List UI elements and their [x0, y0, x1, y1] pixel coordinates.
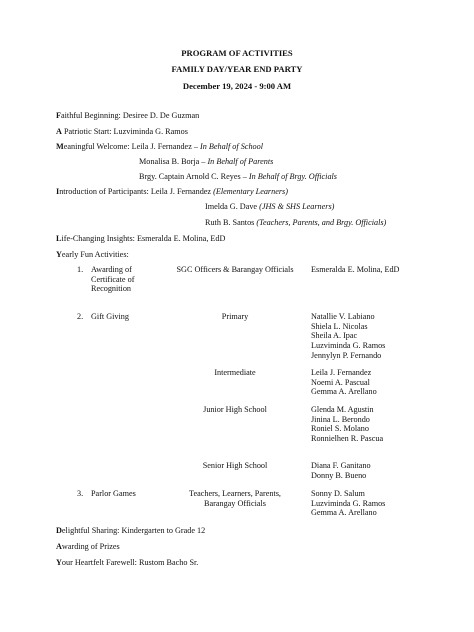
activity-3-group-line: Barangay Officials [204, 498, 266, 508]
activity-1-person: Esmeralda E. Molina, EdD [311, 265, 400, 274]
person-name: Donny B. Bueno [311, 470, 367, 480]
introduction-role-jhs: (JHS & SHS Learners) [259, 202, 335, 211]
activity-3-number: 3. [77, 489, 84, 498]
introduction-line-3 [205, 218, 386, 228]
introduction-role-elementary: (Elementary Learners) [213, 187, 288, 196]
activity-3-group-line: Teachers, Learners, Parents, [189, 489, 281, 498]
introduction-text: ntroduction of Participants: Leila J. Fernandez [59, 187, 214, 196]
patriotic-initial: A [56, 127, 62, 136]
activity-3-name: Parlor Games [91, 489, 136, 498]
event-date: December 19, 2024 - 9:00 AM [182, 81, 292, 91]
person-name: Glenda M. Agustin [311, 405, 374, 414]
delightful-sharing-line [56, 526, 205, 536]
welcome-line-2 [139, 157, 273, 167]
activity-1-name-line: Awarding of [91, 265, 132, 274]
person-name: Gemma A. Arellano [311, 508, 377, 518]
activity-3-group [159, 489, 311, 508]
person-name: Luzviminda G. Ramos [311, 498, 386, 508]
primary-label: Primary [221, 312, 249, 321]
activity-1-name-line: Certificate of [91, 274, 135, 284]
person-name: Gemma A. Arellano [311, 387, 377, 397]
yearly-activities-heading [56, 250, 129, 260]
sharing-text: elightful Sharing: Kindergarten to Grade 12 [61, 526, 206, 535]
patriotic-text: Patriotic Start: Luzviminda G. Ramos [61, 127, 188, 136]
welcome-brgy-name: Brgy. Captain Arnold C. Reyes – [139, 172, 249, 181]
sharing-initial: D [56, 526, 62, 535]
faithful-text: aithful Beginning: Desiree D. De Guzman [61, 111, 200, 120]
activity-1-name-line: Recognition [91, 284, 132, 294]
awarding-initial: A [56, 542, 62, 551]
yearly-initial: Y [56, 250, 62, 259]
welcome-role-brgy: In Behalf of Brgy. Officials [248, 172, 337, 181]
farewell-initial: Y [56, 558, 62, 567]
person-name: Sheila A. Ipac [311, 331, 358, 341]
welcome-parents-name: Monalisa B. Borja – [139, 157, 208, 166]
activity-1-group: SGC Officers & Barangay Officials [176, 265, 294, 274]
person-name: Ronnielhen R. Pascua [311, 434, 384, 444]
program-title: PROGRAM OF ACTIVITIES [181, 48, 293, 58]
activity-2-number: 2. [77, 312, 84, 321]
junior-high-people [311, 405, 383, 444]
introduction-initial: I [56, 187, 60, 196]
introduction-teachers-name: Ruth B. Santos [205, 218, 257, 227]
person-name: Leila J. Fernandez [311, 368, 372, 377]
welcome-line-1 [56, 142, 263, 152]
insights-initial: L [56, 234, 62, 243]
welcome-role-school: In Behalf of School [200, 142, 264, 151]
person-name: Sonny D. Salum [311, 489, 365, 498]
welcome-line-3 [139, 172, 337, 182]
farewell-line [56, 558, 198, 568]
yearly-text: early Fun Activities: [61, 250, 129, 259]
introduction-line-2 [205, 202, 334, 212]
person-name: Diana F. Ganitano [311, 461, 371, 470]
senior-high-label: Senior High School [202, 461, 268, 470]
welcome-role-parents: In Behalf of Parents [207, 157, 274, 166]
welcome-text: eaningful Welcome: Leila J. Fernandez – [63, 142, 201, 151]
person-name: Luzviminda G. Ramos [311, 341, 386, 351]
event-title: FAMILY DAY/YEAR END PARTY [171, 64, 303, 74]
activity-2-name: Gift Giving [91, 312, 129, 321]
person-name: Jinina L. Berondo [311, 414, 370, 424]
insights-text: ife-Changing Insights: Esmeralda E. Molina, EdD [61, 234, 226, 243]
awarding-prizes-line [56, 542, 120, 552]
intermediate-label: Intermediate [214, 368, 256, 377]
activity-3-people [311, 489, 385, 518]
patriotic-start-line [56, 127, 188, 137]
faithful-initial: F [56, 111, 62, 120]
introduction-line-1 [56, 187, 288, 197]
junior-high-label: Junior High School [203, 405, 267, 414]
person-name: Roniel S. Molano [311, 424, 369, 434]
person-name: Natallie V. Labiano [311, 312, 375, 321]
activity-1-name [91, 265, 134, 294]
introduction-jhs-name: Imelda G. Dave [205, 202, 260, 211]
primary-people [311, 312, 385, 360]
welcome-initial: M [56, 142, 64, 151]
senior-high-people [311, 461, 371, 480]
awarding-text: warding of Prizes [61, 542, 120, 551]
farewell-text: our Heartfelt Farewell: Rustom Bacho Sr. [61, 558, 199, 567]
insights-line [56, 234, 225, 244]
activity-1-number: 1. [77, 265, 84, 274]
person-name: Jennylyn P. Fernando [311, 350, 382, 360]
faithful-beginning-line [56, 111, 199, 121]
introduction-role-teachers: (Teachers, Parents, and Brgy. Officials) [256, 218, 387, 227]
person-name: Shiela L. Nicolas [311, 321, 368, 331]
person-name: Noemi A. Pascual [311, 377, 370, 387]
intermediate-people [311, 368, 377, 397]
